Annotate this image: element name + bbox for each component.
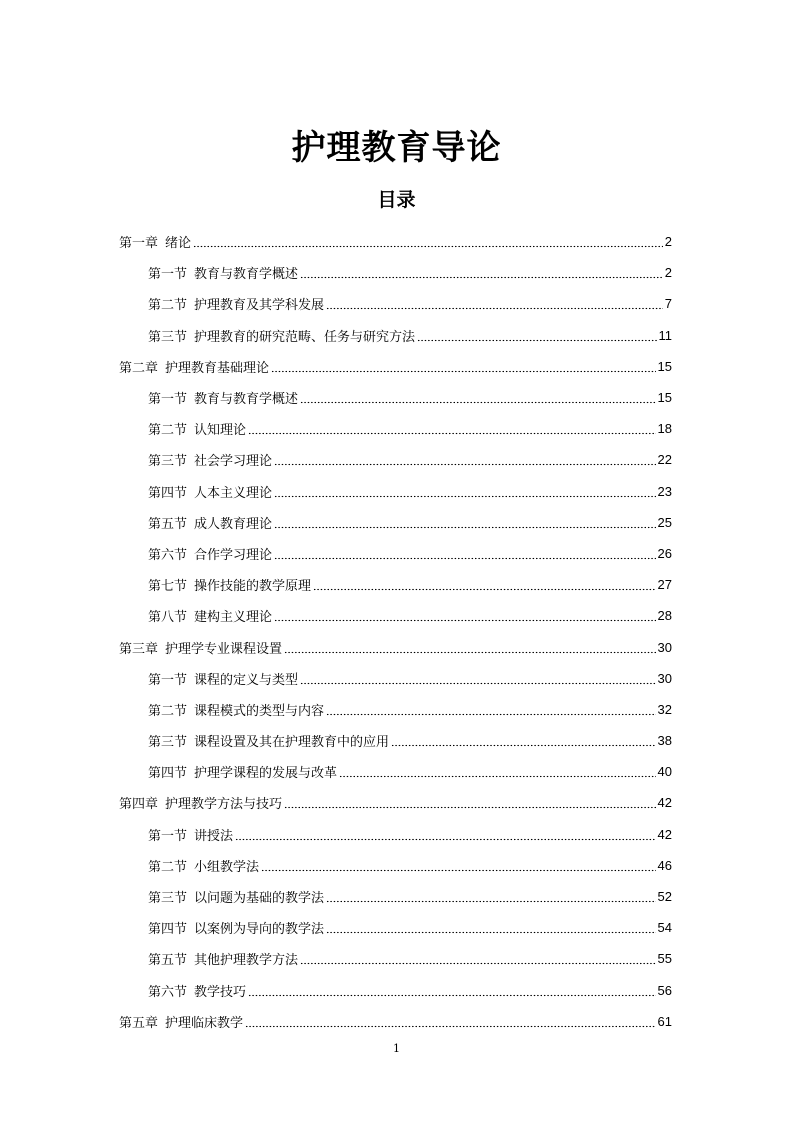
toc-entry-label [148,887,324,906]
toc-chapter-entry[interactable] [0,1006,793,1037]
toc-entry-title: 课程的定义与类型 [194,672,299,688]
toc-entry-page: 25 [657,514,672,530]
toc-section-entry[interactable] [0,975,793,1006]
toc-entry-label [148,762,337,781]
toc-heading: 目录 [377,189,416,211]
toc-entry-title: 其他护理教学方法 [194,953,299,969]
dot-leader [300,672,656,685]
toc-section-entry[interactable] [0,569,793,600]
toc-entry-label [119,638,282,657]
toc-section-entry[interactable] [0,444,793,475]
toc-entry-page: 26 [657,545,672,561]
toc-entry-page: 54 [657,920,672,936]
toc-entry-number: 第四章 [119,797,159,813]
toc-chapter-entry[interactable] [0,351,793,382]
toc-section-entry[interactable] [0,413,793,444]
dot-leader [391,734,656,747]
toc-entry-page: 7 [664,296,672,312]
toc-entry-page: 2 [664,234,672,250]
toc-entry-page: 30 [657,639,672,655]
toc-entry-title: 操作技能的教学原理 [194,579,312,595]
toc-entry-page: 61 [657,1013,672,1029]
dot-leader [274,516,656,529]
toc-section-entry[interactable] [0,382,793,413]
toc-entry-label [148,700,324,719]
toc-entry-number: 第三节 [148,891,188,907]
toc-entry-title: 护理教育的研究范畴、任务与研究方法 [194,329,416,345]
toc-entry-number: 第二节 [148,859,188,875]
toc-entry-page: 42 [657,826,672,842]
toc-entry-page: 2 [664,265,672,281]
toc-entry-title: 护理学专业课程设置 [165,641,283,657]
toc-entry-title: 教育与教育学概述 [194,392,299,408]
dot-leader [248,984,656,997]
dot-leader [313,578,656,591]
toc-entry-page: 55 [657,951,672,967]
toc-entry-label [148,825,233,844]
dot-leader [235,828,656,841]
toc-entry-number: 第四节 [148,922,188,938]
toc-entry-label [148,326,415,345]
toc-entry-title: 绪论 [165,236,192,252]
dot-leader [284,641,656,654]
toc-entry-label [148,731,389,750]
toc-entry-page: 32 [657,701,672,717]
toc-entry-label [148,263,298,282]
toc-entry-label [148,388,298,407]
toc-entry-page: 46 [657,857,672,873]
toc-entry-title: 护理学课程的发展与改革 [194,766,338,782]
toc-section-entry[interactable] [0,476,793,507]
toc-entry-title: 教育与教育学概述 [194,267,299,283]
toc-entry-label [148,450,272,469]
toc-entry-title: 护理教学方法与技巧 [165,797,283,813]
dot-leader [274,609,656,622]
dot-leader [326,297,663,310]
toc-entry-label [148,482,272,501]
toc-section-entry[interactable] [0,881,793,912]
toc-entry-label [148,575,311,594]
toc-entry-title: 以问题为基础的教学法 [194,891,325,907]
toc-entry-number: 第一节 [148,267,188,283]
toc-entry-page: 52 [657,889,672,905]
toc-entry-title: 护理教育基础理论 [165,360,270,376]
dot-leader [300,266,663,279]
toc-entry-title: 以案例为导向的教学法 [194,922,325,938]
toc-entry-label [148,294,324,313]
toc-entry-label [148,949,298,968]
toc-section-entry[interactable] [0,538,793,569]
toc-entry-number: 第八节 [148,610,188,626]
toc-entry-title: 护理临床教学 [165,1015,244,1031]
toc-entry-number: 第六节 [148,984,188,1000]
dot-leader [193,235,663,248]
toc-section-entry[interactable] [0,663,793,694]
toc-entry-label [119,357,269,376]
toc-section-entry[interactable] [0,819,793,850]
dot-leader [326,890,656,903]
toc-section-entry[interactable] [0,288,793,319]
toc-entry-page: 28 [657,608,672,624]
toc-entry-number: 第一节 [148,828,188,844]
dot-leader [284,796,656,809]
dot-leader [261,859,656,872]
toc-entry-title: 认知理论 [194,423,247,439]
toc-chapter-entry[interactable] [0,787,793,818]
toc-entry-page: 56 [657,982,672,998]
toc-entry-page: 15 [657,390,672,406]
toc-entry-number: 第二节 [148,423,188,439]
toc-entry-label [148,513,272,532]
toc-section-entry[interactable] [0,850,793,881]
toc-entry-label [148,669,298,688]
toc-entry-title: 建构主义理论 [194,610,273,626]
toc-entry-number: 第一节 [148,672,188,688]
toc-section-entry[interactable] [0,507,793,538]
dot-leader [300,952,656,965]
toc-section-entry[interactable] [0,725,793,756]
toc-entry-page: 22 [657,452,672,468]
toc-entry-number: 第二节 [148,703,188,719]
toc-entry-label [148,419,246,438]
toc-entry-number: 第五节 [148,516,188,532]
dot-leader [339,765,656,778]
toc-entry-page: 30 [657,670,672,686]
toc-entry-title: 讲授法 [194,828,234,844]
toc-entry-title: 课程模式的类型与内容 [194,703,325,719]
toc-entry-number: 第三节 [148,454,188,470]
toc-entry-page: 27 [657,577,672,593]
document-title: 护理教育导论 [291,128,502,168]
toc-entry-label [148,981,246,1000]
toc-entry-number: 第三节 [148,329,188,345]
toc-entry-title: 小组教学法 [194,859,260,875]
dot-leader [245,1015,656,1028]
toc-section-entry[interactable] [0,320,793,351]
toc-entry-number: 第一节 [148,392,188,408]
toc-entry-number: 第二节 [148,298,188,314]
toc-entry-title: 社会学习理论 [194,454,273,470]
toc-chapter-entry[interactable] [0,631,793,662]
toc-entry-page: 23 [657,483,672,499]
toc-entry-title: 人本主义理论 [194,485,273,501]
toc-entry-label [119,793,282,812]
toc-entry-page: 38 [657,733,672,749]
toc-entry-number: 第五节 [148,953,188,969]
toc-entry-title: 合作学习理论 [194,547,273,563]
dot-leader [326,921,656,934]
toc-entry-title: 教学技巧 [194,984,247,1000]
toc-section-entry[interactable] [0,912,793,943]
toc-entry-number: 第四节 [148,485,188,501]
dot-leader [271,360,656,373]
dot-leader [274,453,656,466]
page-number: 1 [393,1042,400,1055]
toc-entry-label [148,544,272,563]
toc-entry-label [119,232,191,251]
toc-section-entry[interactable] [0,756,793,787]
toc-entry-number: 第四节 [148,766,188,782]
dot-leader [248,422,656,435]
toc-entry-title: 课程设置及其在护理教育中的应用 [194,735,390,751]
toc-chapter-entry[interactable] [0,226,793,257]
toc-entry-page: 15 [657,358,672,374]
toc-entry-number: 第一章 [119,236,159,252]
toc-entry-label [148,606,272,625]
toc-entry-number: 第二章 [119,360,159,376]
toc-entry-page: 40 [657,764,672,780]
toc-entry-title: 护理教育及其学科发展 [194,298,325,314]
toc-entry-label [148,918,324,937]
toc-entry-page: 42 [657,795,672,811]
dot-leader [417,329,656,342]
dot-leader [326,703,656,716]
toc-entry-page: 18 [657,421,672,437]
toc-entry-number: 第六节 [148,547,188,563]
dot-leader [274,485,656,498]
toc-entry-label [119,1012,243,1031]
toc-section-entry[interactable] [0,694,793,725]
dot-leader [274,547,656,560]
toc-entry-number: 第三章 [119,641,159,657]
toc-section-entry[interactable] [0,943,793,974]
toc-entry-number: 第五章 [119,1015,159,1031]
dot-leader [300,391,656,404]
toc-entry-page: 11 [658,327,672,343]
toc-section-entry[interactable] [0,600,793,631]
toc-section-entry[interactable] [0,257,793,288]
toc-entry-number: 第七节 [148,579,188,595]
table-of-contents [0,226,793,1037]
toc-entry-title: 成人教育理论 [194,516,273,532]
toc-entry-label [148,856,259,875]
toc-entry-number: 第三节 [148,735,188,751]
